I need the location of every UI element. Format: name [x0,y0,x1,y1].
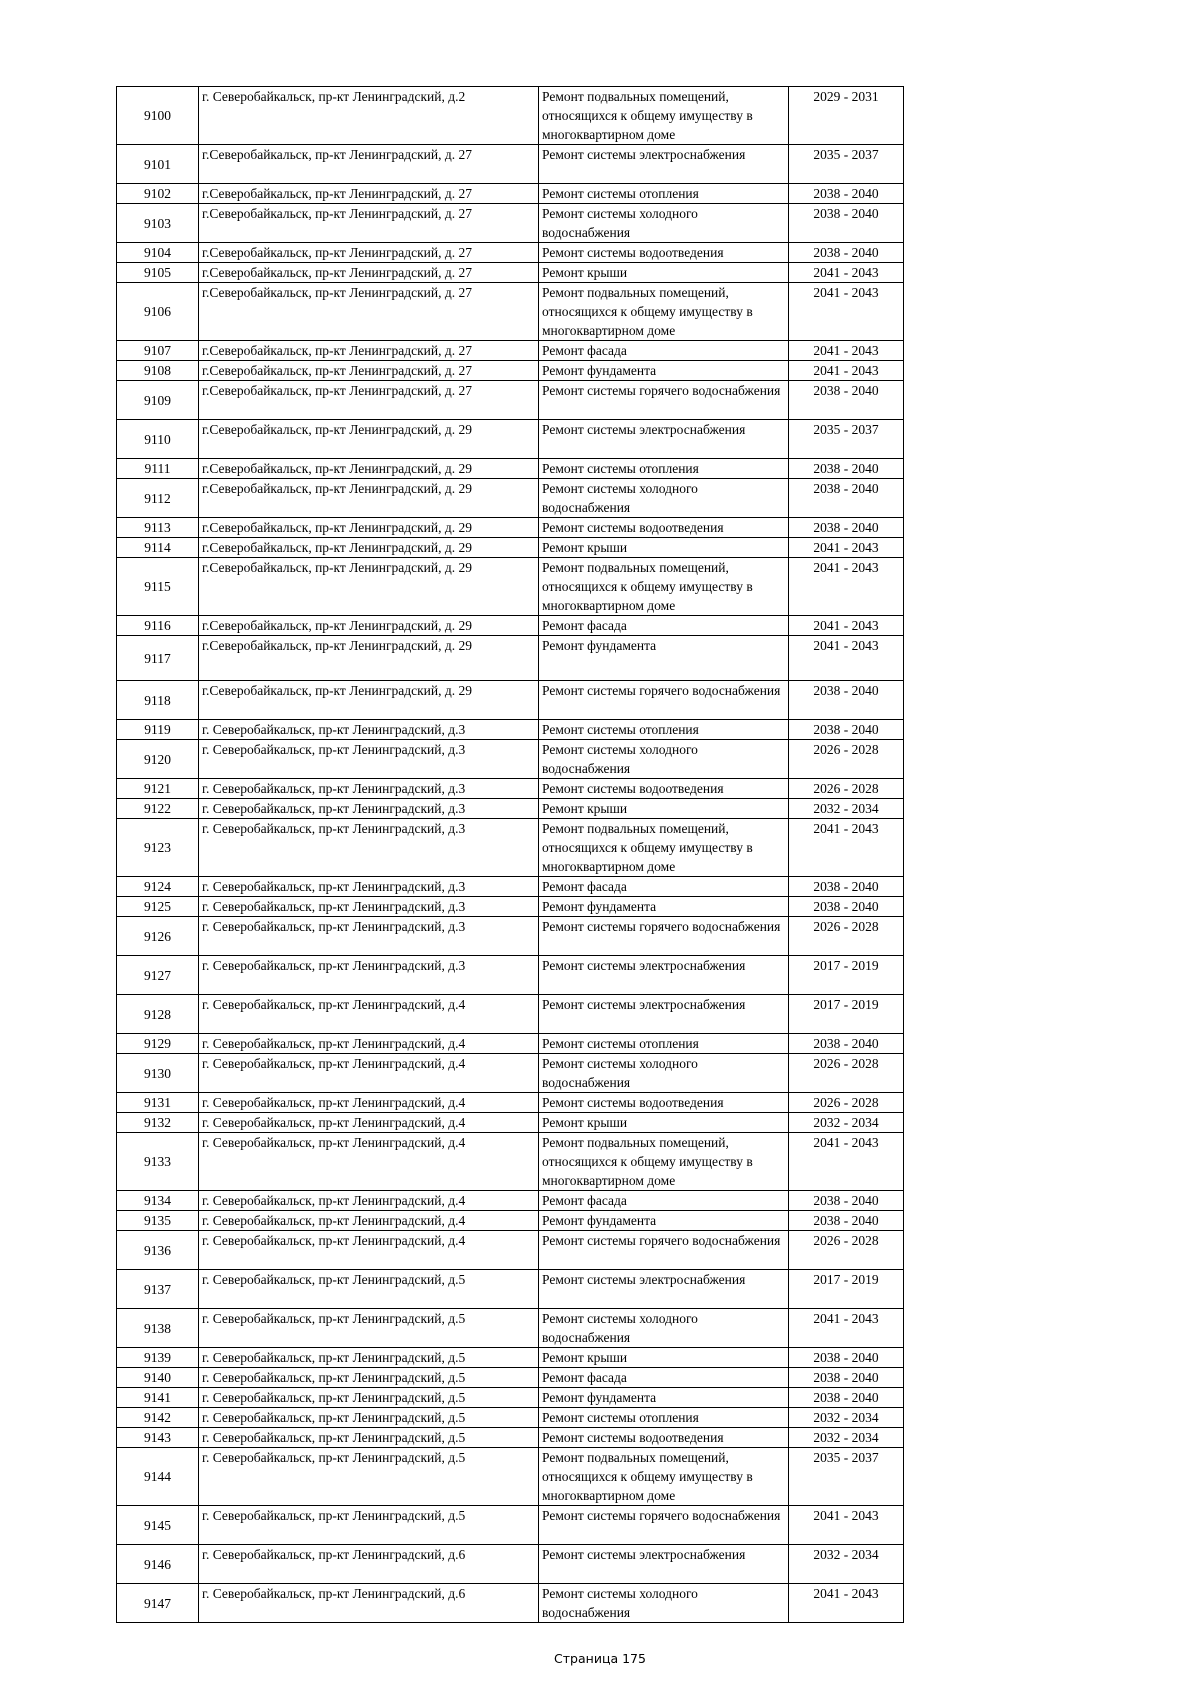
row-work-type: Ремонт системы горячего водоснабжения [539,381,789,420]
row-work-type: Ремонт системы электроснабжения [539,145,789,184]
table-row [117,819,904,877]
row-address: г.Северобайкальск, пр-кт Ленинградский, д. 29 [199,681,539,720]
row-number: 9104 [117,243,199,263]
row-period: 2026 - 2028 [789,740,904,779]
row-period: 2038 - 2040 [789,1388,904,1408]
table-row [117,87,904,145]
row-address: г.Северобайкальск, пр-кт Ленинградский, д. 27 [199,145,539,184]
row-address: г.Северобайкальск, пр-кт Ленинградский, д. 27 [199,243,539,263]
row-address: г. Северобайкальск, пр-кт Ленинградский, д.5 [199,1408,539,1428]
row-number: 9138 [117,1309,199,1348]
table-row [117,145,904,184]
row-work-type: Ремонт системы водоотведения [539,1428,789,1448]
row-number: 9122 [117,799,199,819]
row-period: 2038 - 2040 [789,1191,904,1211]
row-work-type: Ремонт системы отопления [539,720,789,740]
row-number: 9106 [117,283,199,341]
row-work-type: Ремонт системы холодного водоснабжения [539,204,789,243]
row-number: 9107 [117,341,199,361]
row-period: 2038 - 2040 [789,897,904,917]
row-work-type: Ремонт системы холодного водоснабжения [539,479,789,518]
row-period: 2041 - 2043 [789,636,904,681]
row-period: 2038 - 2040 [789,184,904,204]
row-address: г.Северобайкальск, пр-кт Ленинградский, д. 27 [199,283,539,341]
row-number: 9129 [117,1034,199,1054]
table-row [117,877,904,897]
row-address: г. Северобайкальск, пр-кт Ленинградский, д.4 [199,1231,539,1270]
table-row [117,740,904,779]
row-number: 9140 [117,1368,199,1388]
table-row [117,538,904,558]
row-work-type: Ремонт крыши [539,263,789,283]
row-number: 9101 [117,145,199,184]
table-row [117,1368,904,1388]
row-work-type: Ремонт системы электроснабжения [539,995,789,1034]
row-work-type: Ремонт системы водоотведения [539,243,789,263]
table-row [117,681,904,720]
table-row [117,956,904,995]
row-period: 2041 - 2043 [789,819,904,877]
table-row [117,1506,904,1545]
row-address: г. Северобайкальск, пр-кт Ленинградский, д.6 [199,1584,539,1623]
row-period: 2041 - 2043 [789,341,904,361]
row-number: 9120 [117,740,199,779]
row-period: 2038 - 2040 [789,681,904,720]
table-row [117,1191,904,1211]
row-work-type: Ремонт фундамента [539,1388,789,1408]
row-work-type: Ремонт подвальных помещений, относящихся к общему имуществу в многоквартирном доме [539,283,789,341]
table-row [117,1545,904,1584]
row-address: г. Северобайкальск, пр-кт Ленинградский, д.3 [199,877,539,897]
row-work-type: Ремонт системы холодного водоснабжения [539,740,789,779]
row-period: 2038 - 2040 [789,1211,904,1231]
table-row [117,1211,904,1231]
row-period: 2038 - 2040 [789,479,904,518]
row-address: г.Северобайкальск, пр-кт Ленинградский, д. 29 [199,558,539,616]
row-work-type: Ремонт крыши [539,1348,789,1368]
row-period: 2032 - 2034 [789,1428,904,1448]
row-number: 9128 [117,995,199,1034]
row-work-type: Ремонт фундамента [539,1211,789,1231]
table-row [117,1113,904,1133]
row-address: г. Северобайкальск, пр-кт Ленинградский, д.5 [199,1270,539,1309]
row-number: 9105 [117,263,199,283]
row-address: г.Северобайкальск, пр-кт Ленинградский, д. 27 [199,263,539,283]
row-number: 9141 [117,1388,199,1408]
row-number: 9146 [117,1545,199,1584]
row-number: 9121 [117,779,199,799]
table-row [117,479,904,518]
row-work-type: Ремонт системы электроснабжения [539,956,789,995]
row-period: 2026 - 2028 [789,917,904,956]
row-number: 9147 [117,1584,199,1623]
row-number: 9108 [117,361,199,381]
row-address: г. Северобайкальск, пр-кт Ленинградский, д.3 [199,917,539,956]
row-period: 2035 - 2037 [789,145,904,184]
row-period: 2041 - 2043 [789,616,904,636]
row-address: г. Северобайкальск, пр-кт Ленинградский, д.5 [199,1506,539,1545]
table-row [117,1231,904,1270]
row-period: 2038 - 2040 [789,1368,904,1388]
row-number: 9114 [117,538,199,558]
row-work-type: Ремонт крыши [539,538,789,558]
row-work-type: Ремонт фасада [539,616,789,636]
row-number: 9100 [117,87,199,145]
row-work-type: Ремонт системы холодного водоснабжения [539,1584,789,1623]
table-row [117,283,904,341]
table-row [117,1309,904,1348]
row-work-type: Ремонт подвальных помещений, относящихся к общему имуществу в многоквартирном доме [539,819,789,877]
table-row [117,1388,904,1408]
row-address: г. Северобайкальск, пр-кт Ленинградский, д.5 [199,1428,539,1448]
table-row [117,1584,904,1623]
table-row [117,263,904,283]
row-period: 2041 - 2043 [789,263,904,283]
row-address: г.Северобайкальск, пр-кт Ленинградский, д. 27 [199,341,539,361]
row-period: 2041 - 2043 [789,1309,904,1348]
row-period: 2032 - 2034 [789,1408,904,1428]
row-period: 2038 - 2040 [789,204,904,243]
row-number: 9112 [117,479,199,518]
row-address: г. Северобайкальск, пр-кт Ленинградский, д.4 [199,1093,539,1113]
row-period: 2041 - 2043 [789,1506,904,1545]
row-work-type: Ремонт системы отопления [539,459,789,479]
row-address: г.Северобайкальск, пр-кт Ленинградский, д. 27 [199,361,539,381]
row-number: 9145 [117,1506,199,1545]
table-row [117,995,904,1034]
table-row [117,459,904,479]
row-work-type: Ремонт системы отопления [539,184,789,204]
table-row [117,518,904,538]
row-work-type: Ремонт системы горячего водоснабжения [539,917,789,956]
row-period: 2038 - 2040 [789,381,904,420]
row-work-type: Ремонт системы холодного водоснабжения [539,1309,789,1348]
row-work-type: Ремонт системы холодного водоснабжения [539,1054,789,1093]
row-work-type: Ремонт фасада [539,341,789,361]
row-period: 2038 - 2040 [789,518,904,538]
row-address: г. Северобайкальск, пр-кт Ленинградский, д.4 [199,1191,539,1211]
row-number: 9132 [117,1113,199,1133]
row-period: 2029 - 2031 [789,87,904,145]
row-address: г. Северобайкальск, пр-кт Ленинградский, д.5 [199,1388,539,1408]
table-row [117,204,904,243]
row-number: 9115 [117,558,199,616]
row-number: 9125 [117,897,199,917]
row-period: 2026 - 2028 [789,1093,904,1113]
row-period: 2038 - 2040 [789,459,904,479]
row-address: г.Северобайкальск, пр-кт Ленинградский, д. 29 [199,616,539,636]
row-number: 9134 [117,1191,199,1211]
row-period: 2035 - 2037 [789,420,904,459]
row-number: 9142 [117,1408,199,1428]
row-period: 2017 - 2019 [789,1270,904,1309]
row-period: 2032 - 2034 [789,1545,904,1584]
row-work-type: Ремонт системы отопления [539,1034,789,1054]
table-row [117,917,904,956]
row-address: г.Северобайкальск, пр-кт Ленинградский, д. 29 [199,636,539,681]
row-address: г. Северобайкальск, пр-кт Ленинградский, д.5 [199,1368,539,1388]
row-period: 2017 - 2019 [789,956,904,995]
row-work-type: Ремонт фасада [539,877,789,897]
row-number: 9137 [117,1270,199,1309]
row-period: 2038 - 2040 [789,1348,904,1368]
table-row [117,897,904,917]
row-number: 9143 [117,1428,199,1448]
table-row [117,1348,904,1368]
row-number: 9103 [117,204,199,243]
row-work-type: Ремонт системы электроснабжения [539,420,789,459]
row-work-type: Ремонт фундамента [539,897,789,917]
row-work-type: Ремонт подвальных помещений, относящихся к общему имуществу в многоквартирном доме [539,1448,789,1506]
row-period: 2026 - 2028 [789,1054,904,1093]
row-address: г.Северобайкальск, пр-кт Ленинградский, д. 29 [199,518,539,538]
row-period: 2038 - 2040 [789,720,904,740]
row-period: 2032 - 2034 [789,799,904,819]
row-period: 2041 - 2043 [789,361,904,381]
row-work-type: Ремонт подвальных помещений, относящихся к общему имуществу в многоквартирном доме [539,558,789,616]
row-number: 9135 [117,1211,199,1231]
row-number: 9119 [117,720,199,740]
row-number: 9123 [117,819,199,877]
row-work-type: Ремонт системы водоотведения [539,1093,789,1113]
row-address: г. Северобайкальск, пр-кт Ленинградский, д.3 [199,740,539,779]
row-work-type: Ремонт крыши [539,799,789,819]
row-address: г. Северобайкальск, пр-кт Ленинградский, д.5 [199,1448,539,1506]
row-work-type: Ремонт фасада [539,1191,789,1211]
table-row [117,1054,904,1093]
row-period: 2041 - 2043 [789,558,904,616]
row-period: 2017 - 2019 [789,995,904,1034]
row-address: г. Северобайкальск, пр-кт Ленинградский, д.2 [199,87,539,145]
row-address: г. Северобайкальск, пр-кт Ленинградский, д.3 [199,819,539,877]
row-address: г.Северобайкальск, пр-кт Ленинградский, д. 27 [199,204,539,243]
table-row [117,420,904,459]
row-address: г. Северобайкальск, пр-кт Ленинградский, д.4 [199,1211,539,1231]
row-number: 9124 [117,877,199,897]
row-work-type: Ремонт системы электроснабжения [539,1270,789,1309]
row-address: г.Северобайкальск, пр-кт Ленинградский, д. 29 [199,459,539,479]
row-number: 9144 [117,1448,199,1506]
row-address: г. Северобайкальск, пр-кт Ленинградский, д.3 [199,799,539,819]
row-address: г.Северобайкальск, пр-кт Ленинградский, д. 29 [199,538,539,558]
row-period: 2038 - 2040 [789,1034,904,1054]
row-work-type: Ремонт подвальных помещений, относящихся к общему имуществу в многоквартирном доме [539,87,789,145]
row-address: г. Северобайкальск, пр-кт Ленинградский, д.3 [199,720,539,740]
row-work-type: Ремонт системы водоотведения [539,518,789,538]
row-period: 2032 - 2034 [789,1113,904,1133]
row-address: г.Северобайкальск, пр-кт Ленинградский, д. 27 [199,381,539,420]
row-work-type: Ремонт системы горячего водоснабжения [539,1231,789,1270]
row-address: г. Северобайкальск, пр-кт Ленинградский, д.5 [199,1348,539,1368]
row-address: г. Северобайкальск, пр-кт Ленинградский, д.4 [199,1054,539,1093]
row-work-type: Ремонт системы водоотведения [539,779,789,799]
row-number: 9131 [117,1093,199,1113]
row-work-type: Ремонт фасада [539,1368,789,1388]
row-address: г. Северобайкальск, пр-кт Ленинградский, д.5 [199,1309,539,1348]
table-row [117,1133,904,1191]
row-work-type: Ремонт фундамента [539,636,789,681]
table-row [117,1034,904,1054]
row-number: 9136 [117,1231,199,1270]
row-address: г. Северобайкальск, пр-кт Ленинградский, д.3 [199,779,539,799]
row-address: г. Северобайкальск, пр-кт Ленинградский, д.3 [199,956,539,995]
table-row [117,1448,904,1506]
row-number: 9126 [117,917,199,956]
row-address: г.Северобайкальск, пр-кт Ленинградский, д. 29 [199,420,539,459]
table-row [117,616,904,636]
row-number: 9109 [117,381,199,420]
row-period: 2026 - 2028 [789,1231,904,1270]
table-row [117,1408,904,1428]
row-address: г. Северобайкальск, пр-кт Ленинградский, д.3 [199,897,539,917]
page-number: Страница 175 [554,1651,646,1666]
row-number: 9116 [117,616,199,636]
row-number: 9133 [117,1133,199,1191]
row-period: 2038 - 2040 [789,243,904,263]
table-row [117,341,904,361]
row-number: 9111 [117,459,199,479]
row-work-type: Ремонт системы отопления [539,1408,789,1428]
row-number: 9118 [117,681,199,720]
row-address: г. Северобайкальск, пр-кт Ленинградский, д.4 [199,995,539,1034]
table-row [117,381,904,420]
row-number: 9139 [117,1348,199,1368]
row-address: г. Северобайкальск, пр-кт Ленинградский, д.6 [199,1545,539,1584]
row-address: г.Северобайкальск, пр-кт Ленинградский, д. 29 [199,479,539,518]
row-period: 2041 - 2043 [789,538,904,558]
table-row [117,1093,904,1113]
row-period: 2026 - 2028 [789,779,904,799]
table-row [117,636,904,681]
table-row [117,720,904,740]
row-work-type: Ремонт подвальных помещений, относящихся к общему имуществу в многоквартирном доме [539,1133,789,1191]
row-number: 9113 [117,518,199,538]
row-address: г. Северобайкальск, пр-кт Ленинградский, д.4 [199,1113,539,1133]
row-period: 2041 - 2043 [789,1133,904,1191]
row-period: 2041 - 2043 [789,283,904,341]
table-row [117,1270,904,1309]
row-period: 2038 - 2040 [789,877,904,897]
row-address: г. Северобайкальск, пр-кт Ленинградский, д.4 [199,1133,539,1191]
table-row [117,558,904,616]
row-work-type: Ремонт системы электроснабжения [539,1545,789,1584]
table-row [117,243,904,263]
table-row [117,779,904,799]
row-work-type: Ремонт крыши [539,1113,789,1133]
table-row [117,184,904,204]
row-address: г.Северобайкальск, пр-кт Ленинградский, д. 27 [199,184,539,204]
repair-schedule-table [116,86,904,1623]
row-work-type: Ремонт системы горячего водоснабжения [539,681,789,720]
row-period: 2035 - 2037 [789,1448,904,1506]
row-work-type: Ремонт фундамента [539,361,789,381]
row-number: 9127 [117,956,199,995]
table-body [117,87,904,1623]
row-period: 2041 - 2043 [789,1584,904,1623]
row-number: 9117 [117,636,199,681]
table-row [117,799,904,819]
row-number: 9110 [117,420,199,459]
row-address: г. Северобайкальск, пр-кт Ленинградский, д.4 [199,1034,539,1054]
table-row [117,361,904,381]
table-row [117,1428,904,1448]
row-work-type: Ремонт системы горячего водоснабжения [539,1506,789,1545]
row-number: 9102 [117,184,199,204]
row-number: 9130 [117,1054,199,1093]
